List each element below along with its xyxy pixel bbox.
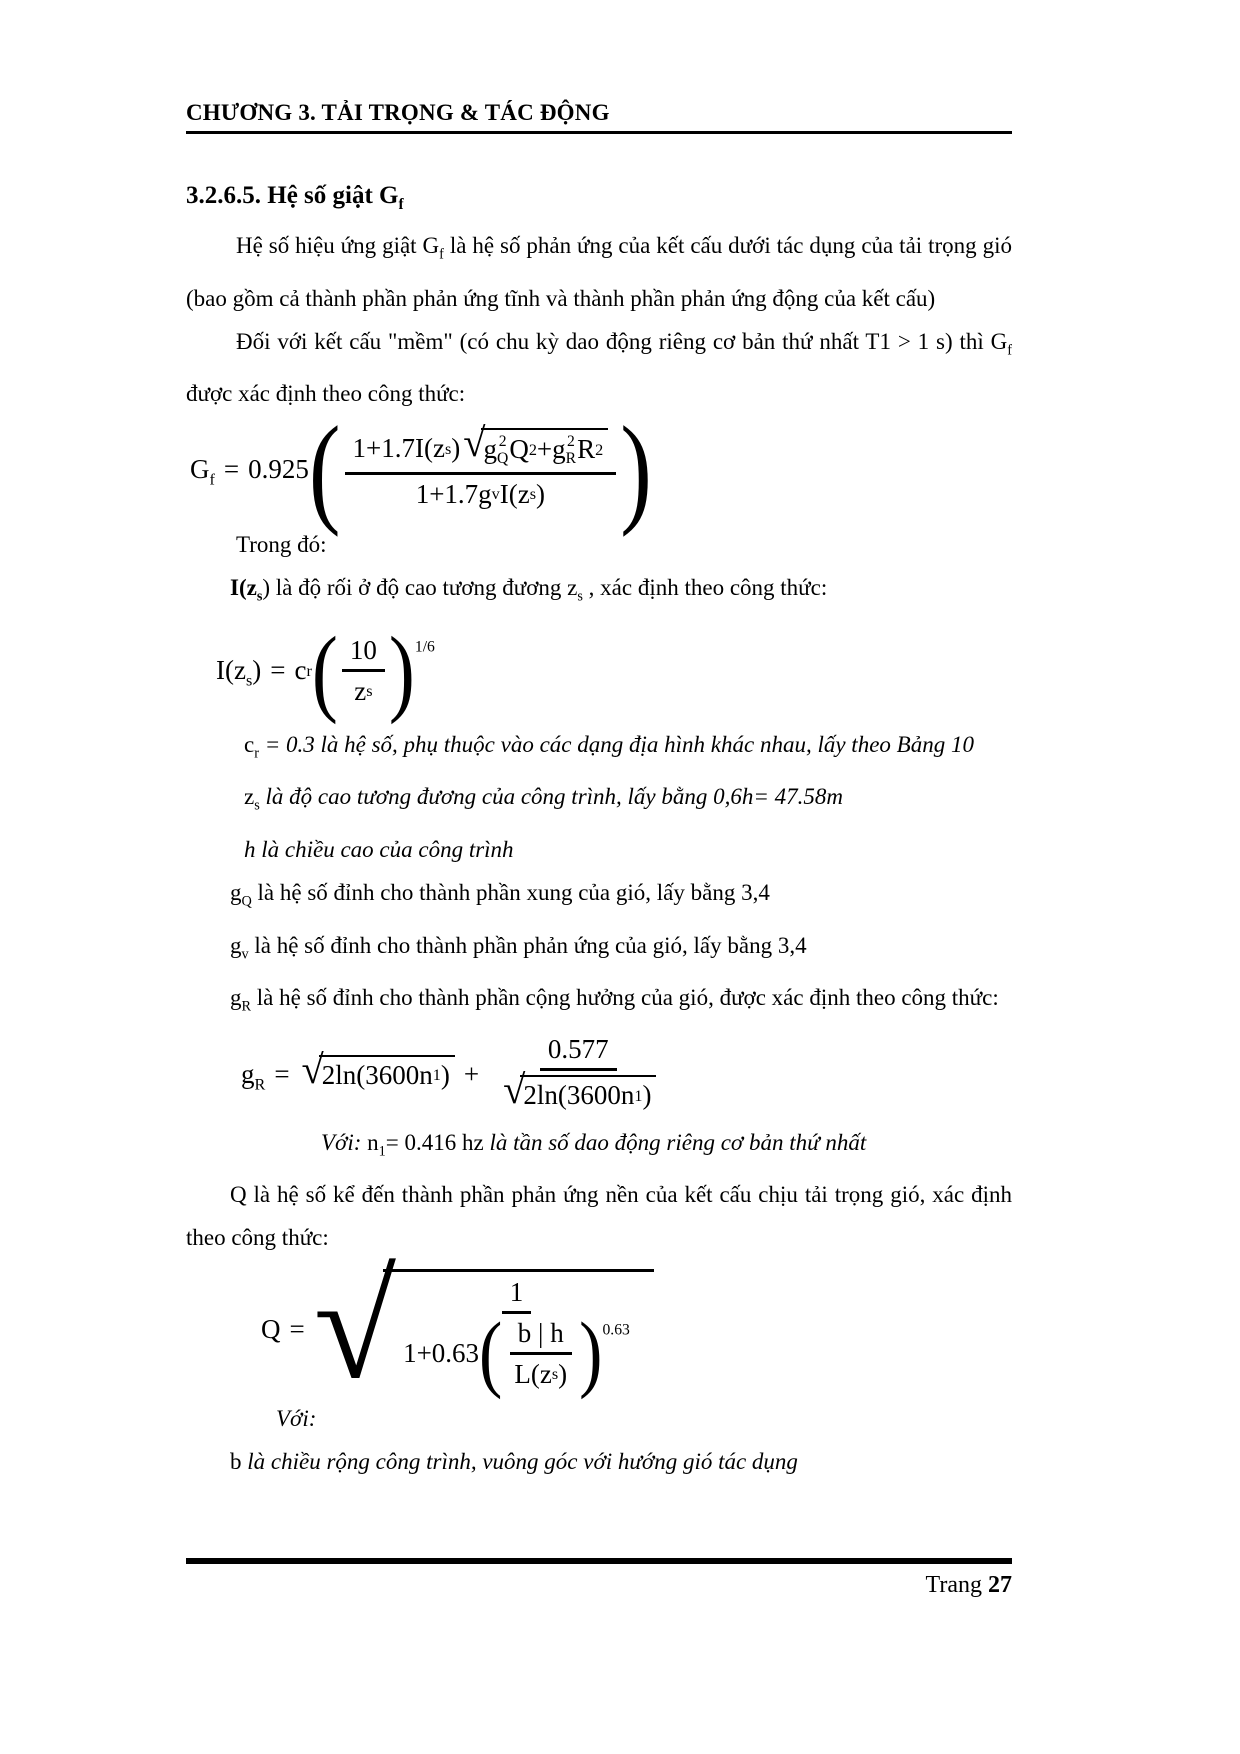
label-voi bbox=[186, 1397, 1012, 1440]
paragraph-gr bbox=[186, 976, 1012, 1029]
math-token: 2ln(3600n bbox=[523, 1080, 635, 1111]
text-run: I(z bbox=[230, 575, 257, 601]
text-run: = 0.3 là hệ số, phụ thuộc vào các dạng địa hình khác nhau, lấy theo Bảng 10 bbox=[258, 731, 974, 757]
fraction-numerator: b | h bbox=[510, 1318, 572, 1355]
math-subscript: R bbox=[565, 449, 577, 467]
text-run: Q là hệ số kể đến thành phần phản ứng nền của kết cấu chịu tải trọng gió, xác định theo công thức: bbox=[186, 1182, 1012, 1251]
equals-sign: = bbox=[270, 655, 286, 686]
text-run: là hệ số đỉnh cho thành phần xung của gió, lấy bằng 3,4 bbox=[251, 879, 770, 905]
math-token: ) bbox=[451, 433, 461, 464]
math-subscript: s bbox=[256, 588, 263, 605]
math-token: 1+1.7g bbox=[415, 478, 492, 509]
math-token: I(z bbox=[499, 478, 530, 509]
page-number-value: 27 bbox=[988, 1572, 1012, 1598]
text-run: là hệ số đỉnh cho thành phần cộng hưởng của gió, được xác định theo công thức: bbox=[251, 985, 999, 1011]
text-run: g bbox=[230, 932, 242, 958]
close-paren: ) bbox=[579, 1306, 603, 1400]
math-exponent: 0.63 bbox=[602, 1321, 630, 1339]
math-subscript: s bbox=[577, 588, 583, 605]
text-run: g bbox=[230, 985, 242, 1011]
section-heading bbox=[186, 182, 1012, 214]
paragraph-gv bbox=[186, 924, 1012, 977]
plus-sign: + bbox=[463, 1059, 480, 1090]
section-heading-text: 3.2.6.5. Hệ số giật G bbox=[186, 182, 399, 209]
section-heading-subscript: f bbox=[398, 196, 404, 213]
text-run: là hệ số đỉnh cho thành phần phản ứng của gió, lấy bằng 3,4 bbox=[248, 932, 807, 958]
text-run: ) là độ rối ở độ cao tương đương z bbox=[262, 575, 578, 601]
radical-sign-icon: √ bbox=[503, 1067, 526, 1113]
subscript-f: f bbox=[439, 246, 444, 263]
math-subscript: s bbox=[245, 671, 253, 690]
text-run: là tần số dao động riêng cơ bản thứ nhất bbox=[489, 1129, 867, 1155]
math-token: c bbox=[294, 655, 307, 686]
formula-gr bbox=[186, 1033, 1012, 1117]
math-coefficient: 0.925 bbox=[248, 453, 309, 484]
paragraph-q bbox=[186, 1173, 1012, 1259]
math-subscript: v bbox=[241, 946, 249, 963]
math-subscript: R bbox=[241, 998, 252, 1015]
equals-sign: = bbox=[289, 1313, 305, 1344]
text-run: h là chiều cao của công trình bbox=[244, 836, 514, 862]
math-exponent: 1/6 bbox=[414, 638, 435, 656]
math-token: 1+1.7I(z bbox=[352, 433, 445, 464]
math-token: ) bbox=[440, 1059, 450, 1090]
paragraph-n1-note bbox=[186, 1121, 1012, 1174]
math-subscript: Q bbox=[241, 893, 252, 910]
math-token: ) bbox=[642, 1080, 652, 1111]
sqrt-radical bbox=[313, 1243, 654, 1410]
fraction-denominator: 1+1.7g v I(z s ) bbox=[415, 478, 546, 509]
math-token: Q bbox=[509, 434, 529, 465]
subscript-f: f bbox=[1007, 342, 1012, 359]
fraction-numerator: 1+1.7I(z s ) √ g 2 Q Q 2 + g 2 R R 2 bbox=[345, 428, 617, 475]
text-run: Với: bbox=[321, 1129, 362, 1155]
text-run: n bbox=[361, 1129, 379, 1155]
math-token: R bbox=[577, 434, 596, 465]
formula-q bbox=[186, 1243, 1012, 1410]
text-run: là độ cao tương đương của công trình, lấy bằng 0,6h= 47.58m bbox=[259, 784, 844, 810]
page-number-label: Trang bbox=[925, 1572, 988, 1598]
text-run: được xác định theo công thức: bbox=[186, 381, 466, 407]
math-fraction bbox=[492, 1034, 664, 1116]
text-run: , xác định theo công thức: bbox=[582, 575, 828, 601]
math-token: 1+0.63 bbox=[403, 1338, 480, 1369]
math-subscript: Q bbox=[497, 449, 509, 467]
open-paren: ( bbox=[479, 1306, 503, 1400]
math-superscript: 2 bbox=[498, 433, 507, 451]
text-run: Hệ số hiệu ứng giật G bbox=[236, 233, 440, 258]
fraction-denominator: L(z s ) bbox=[514, 1358, 568, 1389]
math-lhs: Q bbox=[261, 1313, 281, 1344]
fraction-denominator: z s bbox=[354, 675, 373, 706]
math-token: G bbox=[190, 453, 210, 484]
math-fraction bbox=[395, 1276, 638, 1400]
sqrt-radical bbox=[301, 1046, 455, 1096]
math-token: g bbox=[241, 1059, 255, 1090]
chapter-title: CHƯƠNG 3. TẢI TRỌNG & TÁC ĐỘNG bbox=[186, 100, 610, 125]
fraction-denominator bbox=[492, 1067, 664, 1116]
math-subscript: f bbox=[209, 470, 215, 489]
text-run: = 0.416 hz bbox=[385, 1129, 490, 1155]
text-run: c bbox=[244, 731, 255, 757]
text-run: Trong đó: bbox=[236, 532, 327, 558]
math-superscript: 2 bbox=[566, 433, 575, 451]
math-token: g bbox=[552, 434, 566, 465]
supsub-stack bbox=[566, 434, 576, 467]
radicand: 2ln(3600n 1 ) bbox=[319, 1055, 455, 1091]
close-paren: ) bbox=[388, 615, 415, 725]
paragraph-izs bbox=[186, 566, 1012, 619]
footer-rule bbox=[186, 1558, 1012, 1564]
math-token: ) bbox=[536, 478, 546, 509]
math-lhs bbox=[241, 1059, 266, 1094]
supsub-stack bbox=[497, 434, 508, 467]
math-fraction bbox=[345, 420, 617, 510]
text-run: z bbox=[244, 784, 255, 810]
sqrt-radical bbox=[503, 1067, 656, 1116]
math-token: ) bbox=[252, 655, 262, 686]
radicand: 2ln(3600n 1 ) bbox=[520, 1075, 656, 1111]
paragraph-gf-definition bbox=[186, 224, 1012, 320]
fraction-numerator: 10 bbox=[342, 635, 385, 672]
math-token: z bbox=[354, 675, 367, 706]
math-fraction bbox=[506, 1318, 575, 1390]
paragraph-zs bbox=[186, 775, 1012, 828]
paragraph-h bbox=[186, 828, 1012, 871]
page-number bbox=[186, 1572, 1012, 1599]
text-run: là hệ số phản ứng của kết cấu dưới tác dụng của tải trọng gió (bao gồm cả thành phần phản ứng tĩnh và thành phần phản ứng động của kết cấu) bbox=[186, 233, 1012, 311]
radical-sign-icon: √ bbox=[313, 1243, 397, 1410]
math-subscript: 1 bbox=[378, 1143, 386, 1160]
plus-sign: + bbox=[536, 434, 553, 465]
text-run: Đối với kết cấu "mềm" (có chu kỳ dao động riêng cơ bản thứ nhất T1 > 1 s) thì G bbox=[236, 328, 1008, 354]
formula-izs: $I(z_s)$ = c r ( 10 z s ) 1/6 bbox=[216, 615, 435, 725]
radicand bbox=[383, 1269, 654, 1400]
paragraph-b bbox=[186, 1440, 1012, 1483]
fraction-numerator: 0.577 bbox=[540, 1034, 617, 1071]
page-footer bbox=[186, 1558, 1012, 1599]
text-run: Với: bbox=[276, 1406, 317, 1432]
radical-sign-icon: √ bbox=[301, 1046, 324, 1092]
text-run: b bbox=[230, 1449, 242, 1475]
text-run: là chiều rộng công trình, vuông góc với hướng gió tác dụng bbox=[241, 1449, 798, 1475]
fraction-numerator: 1 bbox=[502, 1277, 532, 1314]
math-subscript: r bbox=[254, 745, 259, 762]
math-subscript: R bbox=[254, 1075, 266, 1094]
equals-sign: = bbox=[223, 453, 240, 484]
paragraph-gq bbox=[186, 871, 1012, 924]
fraction-denominator bbox=[395, 1306, 638, 1400]
math-lhs bbox=[216, 655, 262, 690]
paragraph-cr bbox=[186, 723, 1012, 776]
math-token: 2ln(3600n bbox=[321, 1059, 433, 1090]
equals-sign: = bbox=[274, 1059, 290, 1090]
formula-gf bbox=[186, 400, 1012, 538]
math-subscript: s bbox=[254, 797, 260, 814]
math-lhs bbox=[190, 453, 215, 489]
radical-sign-icon: √ bbox=[463, 420, 486, 466]
math-token: ) bbox=[558, 1358, 568, 1389]
radicand: g 2 Q Q 2 + g 2 R R 2 bbox=[481, 428, 609, 466]
math-token: g bbox=[483, 434, 498, 465]
open-paren: ( bbox=[311, 615, 338, 725]
math-token: I(z bbox=[216, 655, 246, 686]
close-paren: ) bbox=[620, 400, 652, 538]
text-run: g bbox=[230, 879, 242, 905]
page-header bbox=[186, 100, 1012, 134]
math-fraction bbox=[342, 635, 385, 707]
math-token: L(z bbox=[514, 1358, 552, 1389]
open-paren: ( bbox=[308, 400, 341, 538]
